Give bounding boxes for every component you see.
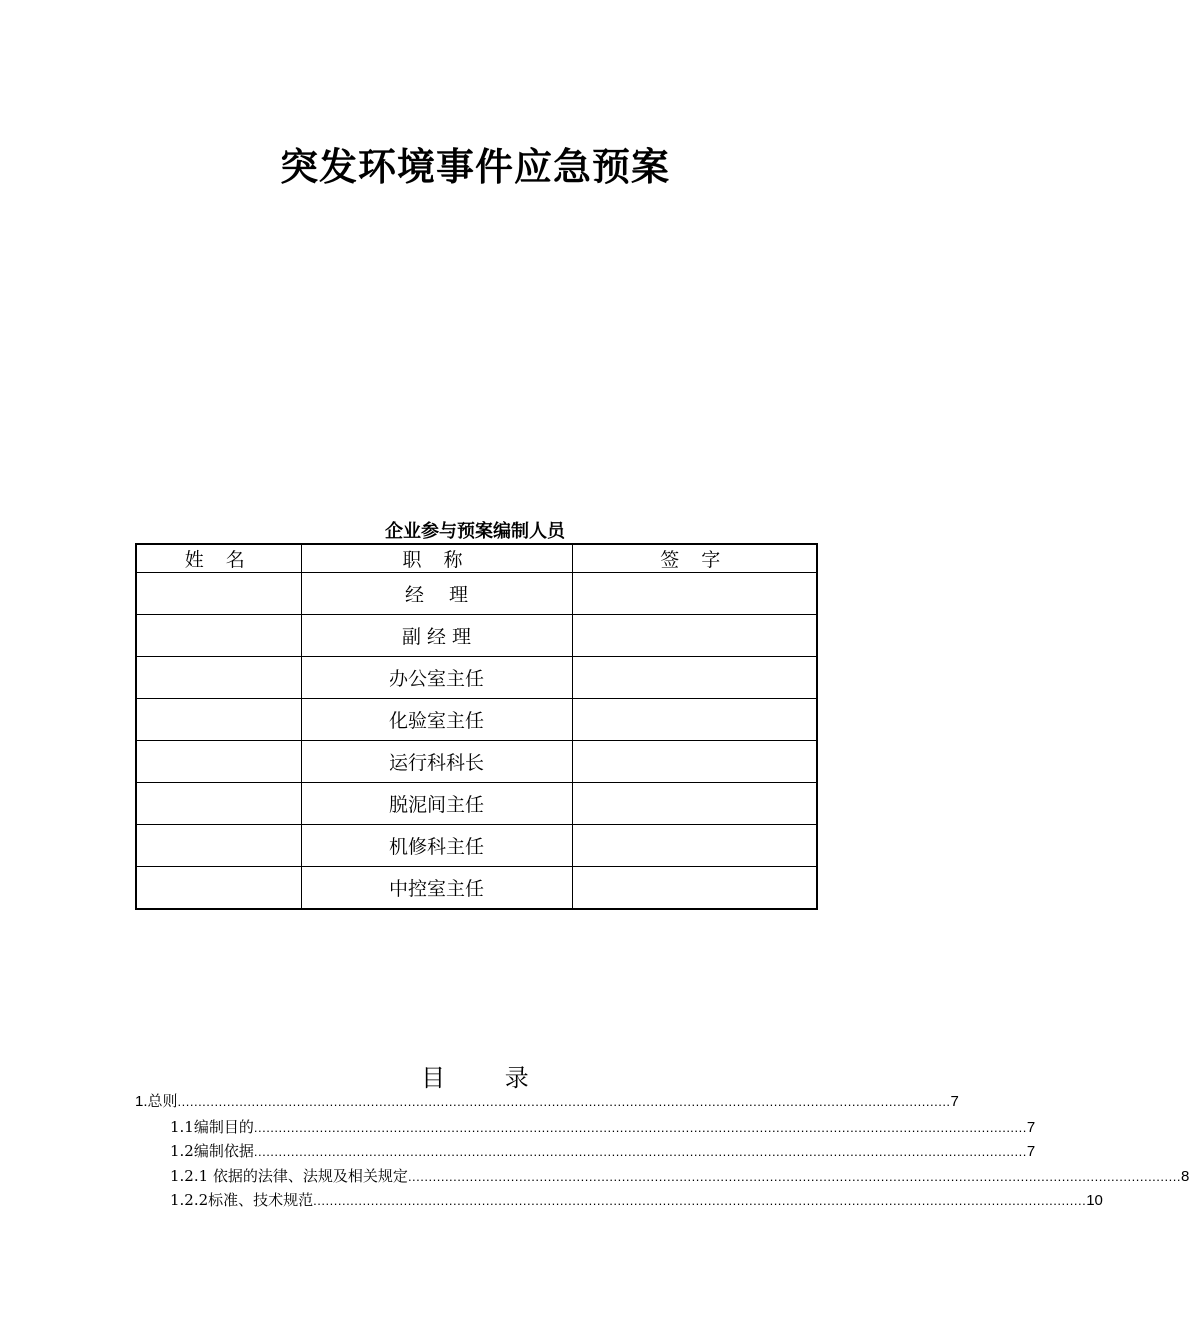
toc-entry-label: 1.2编制依据 [170,1142,254,1160]
table-row [136,657,817,699]
name-cell[interactable] [136,657,301,699]
toc-entry-page: 7 [1026,1118,1036,1136]
signature-cell[interactable] [572,825,817,867]
toc-entry[interactable] [135,1090,959,1115]
table-row [136,741,817,783]
document-title: 突发环境事件应急预案 [279,145,670,189]
toc-title: 目 录 [421,1064,555,1092]
signature-cell[interactable] [572,741,817,783]
toc-entry[interactable] [135,1164,1189,1189]
toc-leader-dots: ............................................................................................................................................................................................ [313,1193,1087,1208]
signature-cell[interactable] [572,783,817,825]
toc-entry-label: 1.2.2标准、技术规范 [170,1191,314,1209]
toc-entry-page: 7 [1026,1143,1036,1160]
staff-table-caption: 企业参与预案编制人员 [385,521,565,542]
table-row [136,573,817,615]
title-cell: 办公室主任 [301,657,572,699]
name-cell[interactable] [136,741,301,783]
toc-entry-label: 1.2.1 依据的法律、法规及相关规定 [170,1166,408,1185]
name-cell[interactable] [136,825,301,867]
toc-entry-page: 8 [1180,1167,1189,1185]
title-cell: 中控室主任 [301,867,572,910]
toc-entry-label: 1.总则 [135,1093,178,1110]
table-row [136,699,817,741]
toc-leader-dots: ............................................................................................................................................................................................ [177,1094,951,1109]
signature-cell[interactable] [572,867,817,910]
toc-entry-label: 1.1编制目的 [170,1117,254,1136]
signature-cell[interactable] [572,699,817,741]
title-cell: 机修科主任 [301,825,572,867]
title-cell: 经 理 [301,573,572,615]
header-signature: 签 字 [572,544,817,573]
toc-entry[interactable] [135,1188,1103,1213]
staff-table-header-row [136,544,817,573]
toc-entry-page: 10 [1086,1192,1103,1209]
name-cell[interactable] [136,699,301,741]
table-row [136,867,817,910]
table-of-contents [135,1090,1189,1213]
toc-leader-dots: ............................................................................................................................................................................................ [253,1119,1027,1135]
title-cell: 脱泥间主任 [301,783,572,825]
toc-entry[interactable] [135,1139,1036,1164]
signature-cell[interactable] [572,573,817,615]
title-cell: 化验室主任 [301,699,572,741]
toc-entry-page: 7 [950,1093,959,1110]
name-cell[interactable] [136,615,301,657]
name-cell[interactable] [136,573,301,615]
name-cell[interactable] [136,783,301,825]
toc-leader-dots: ............................................................................................................................................................................................ [407,1168,1181,1184]
staff-table [135,543,818,910]
header-name: 姓 名 [136,544,301,573]
table-row [136,783,817,825]
header-title: 职 称 [301,544,572,573]
title-cell: 运行科科长 [301,741,572,783]
name-cell[interactable] [136,867,301,910]
table-row [136,825,817,867]
toc-leader-dots: ............................................................................................................................................................................................ [253,1144,1027,1159]
toc-entry[interactable] [135,1115,1036,1140]
signature-cell[interactable] [572,657,817,699]
title-cell: 副 经 理 [301,615,572,657]
table-row [136,615,817,657]
signature-cell[interactable] [572,615,817,657]
